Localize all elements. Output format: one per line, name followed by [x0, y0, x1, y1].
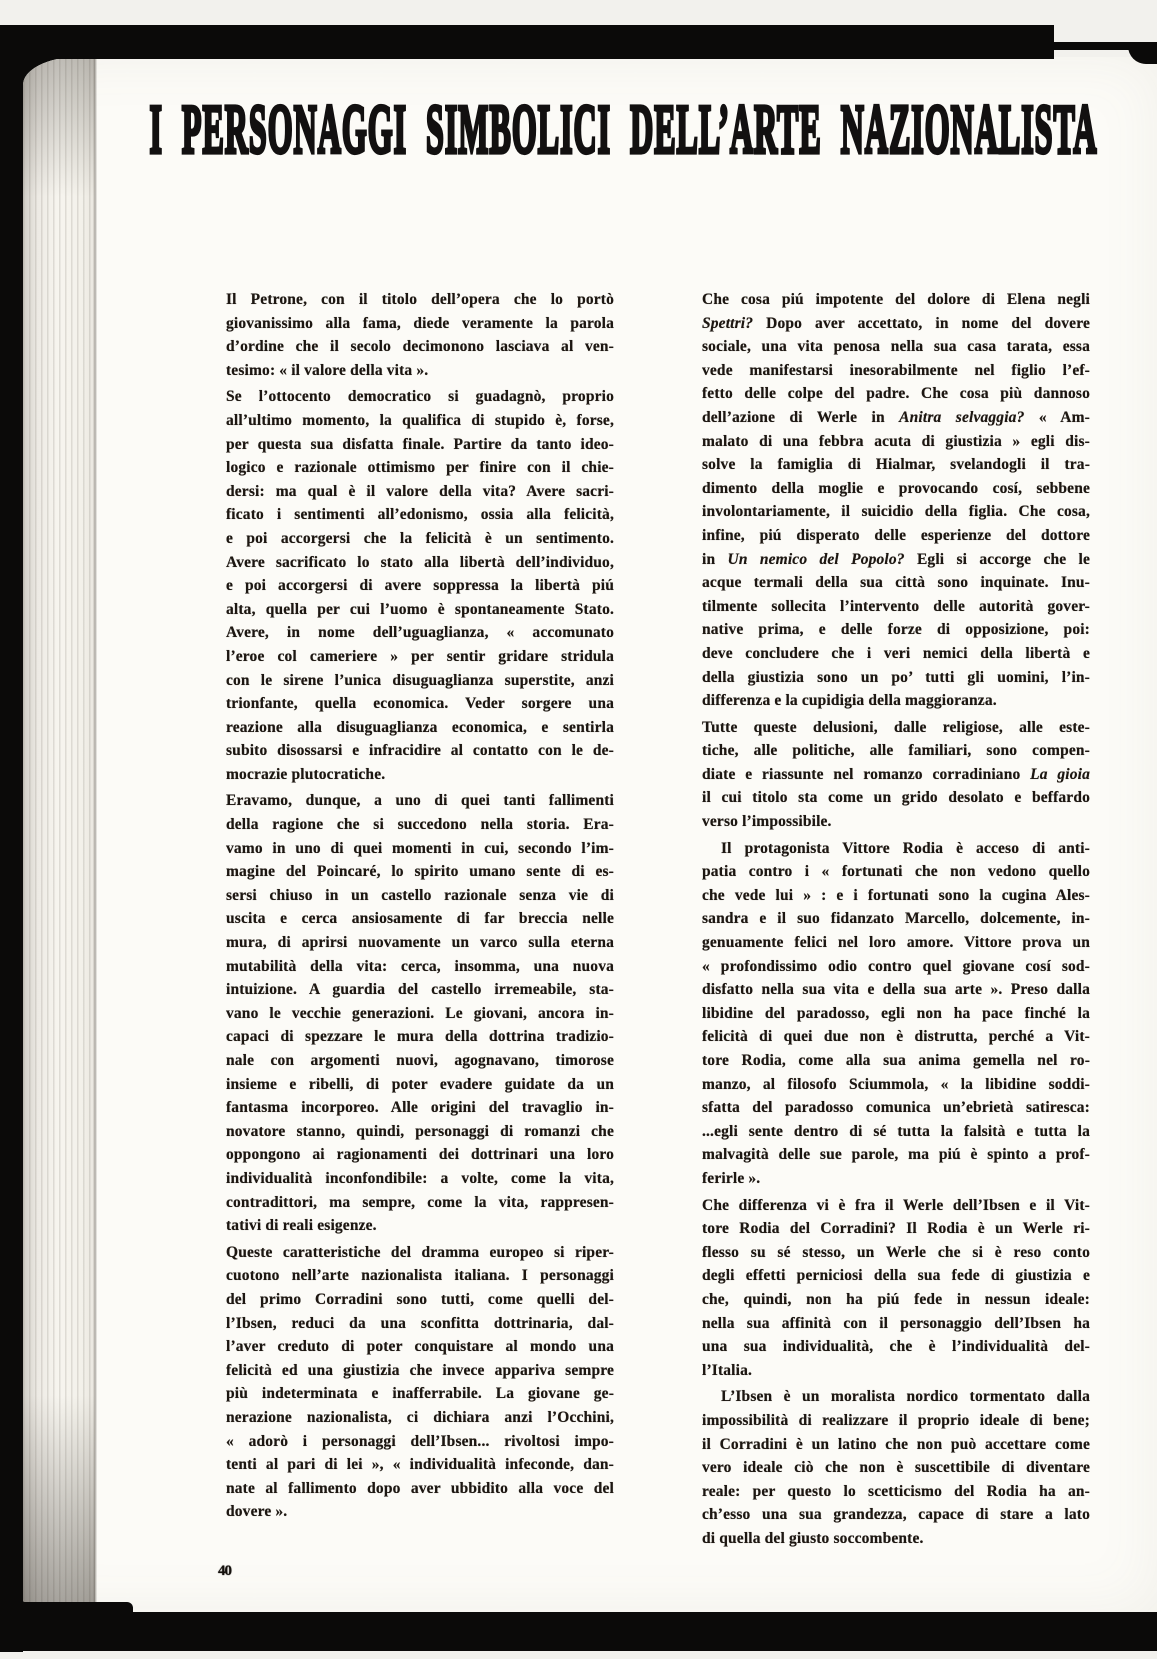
text-line: l’aver creduto di poter conquistare al mondo una	[226, 1338, 614, 1356]
text-line: sfatta del paradosso comunica un’ebrietà satiresca:	[702, 1099, 1090, 1117]
text-line: degli effetti perniciosi della sua fede di giustizia e	[702, 1267, 1090, 1285]
text-line: « profondissimo odio contro quel giovane cosí sod-	[702, 957, 1090, 975]
text-line: intuizione. A guardia del castello irremeabile, sta-	[226, 981, 614, 999]
left-border-bar	[0, 25, 23, 1652]
paragraph	[226, 288, 614, 382]
text-line: della giustizia sono un po’ tutti gli uomini, l’in-	[702, 668, 1090, 686]
text-line: manzo, al filosofo Sciummola, « la libidine soddi-	[702, 1075, 1090, 1093]
text-line: fetto delle colpe del padre. Che cosa più dannoso	[702, 385, 1090, 403]
text-line: ficato i sentimenti all’edonismo, ossia alla felicità,	[226, 506, 614, 524]
text-line: infine, piú disperato delle esperienze del dottore	[702, 526, 1090, 544]
bottom-border-bar	[18, 1612, 1157, 1651]
text-line: giovanissimo alla fama, diede veramente la parola	[226, 314, 614, 332]
text-line: L’Ibsen è un moralista nordico tormentato dalla	[721, 1388, 1090, 1406]
text-line: sociale, una vita penosa nella sua casa tarata, essa	[702, 338, 1090, 356]
text-line: Avere sacrificato lo stato alla libertà dell’individuo,	[226, 553, 614, 571]
text-line: disfatto nella sua vita e della sua arte ». Preso dalla	[702, 981, 1090, 999]
text-line: novatore stanno, quindi, personaggi di romanzi che	[226, 1122, 614, 1140]
text-line: d’ordine che il secolo decimonono lasciava al ven-	[226, 338, 614, 356]
text-line: Che differenza vi è fra il Werle dell’Ibsen e il Vit-	[702, 1196, 1090, 1214]
text-line: oppongono ai ragionamenti dei dottrinari una loro	[226, 1146, 614, 1164]
text-line: nerazione nazionalista, ci dichiara anzi l’Occhini,	[226, 1408, 614, 1426]
text-line: che, quindi, non ha piú fede in nessun ideale:	[702, 1290, 1090, 1308]
text-line: ferirle ».	[702, 1169, 761, 1187]
text-line: Tutte queste delusioni, dalle religiose, alle este-	[702, 718, 1090, 736]
page-edge-streaks	[23, 57, 95, 1613]
text-line: verso l’impossibile.	[702, 813, 832, 831]
text-line: dovere ».	[226, 1503, 288, 1521]
text-line: Eravamo, dunque, a uno di quei tanti fallimenti	[226, 792, 614, 810]
text-line: flesso su sé stesso, un Werle che si è reso conto	[702, 1243, 1090, 1261]
text-line: all’ultimo momento, la qualifica di stupido è, forse,	[226, 411, 614, 429]
text-line: dersi: ma qual è il valore della vita? Avere sacri-	[226, 482, 614, 500]
text-line: tore Rodia del Corradini? Il Rodia è un Werle ri-	[702, 1220, 1090, 1238]
text-line: « adorò i personaggi dell’Ibsen... rivoltosi impo-	[226, 1432, 614, 1450]
paragraph	[702, 288, 1090, 713]
text-line: Spettri? Dopo aver accettato, in nome del dovere	[702, 314, 1090, 332]
text-line: mutabilità della vita: cerca, insomma, una nuova	[226, 957, 614, 975]
text-line: della ragione che si succedono nella storia. Era-	[226, 816, 614, 834]
article-title-row	[100, 88, 1147, 171]
text-line: deve concludere che i veri nemici della libertà e	[702, 644, 1090, 662]
text-line: genuamente felici nel loro amore. Vittore prova un	[702, 934, 1090, 952]
text-line: libidine del paradosso, egli non ha pace finché la	[702, 1004, 1090, 1022]
text-line: cuotono nell’arte nazionalista italiana. I personaggi	[226, 1267, 614, 1285]
text-line: tenti al pari di lei », « individualità infeconde, dan-	[226, 1456, 614, 1474]
text-line: felicità di quei due non è distrutta, perché a Vit-	[702, 1028, 1090, 1046]
text-line: tativi di reali esigenze.	[226, 1217, 377, 1235]
paragraph	[702, 716, 1090, 834]
text-line: di quella del giusto soccombente.	[702, 1529, 924, 1547]
text-line: tore Rodia, come alla sua anima gemella nel ro-	[702, 1052, 1090, 1069]
text-column-left	[226, 288, 614, 1524]
paragraph	[226, 1241, 614, 1524]
text-line: Avere, in nome dell’uguaglianza, « accomunato	[226, 624, 614, 642]
text-line: acque termali della sua città sono inquinate. Inu-	[702, 574, 1090, 592]
text-line: reazione alla disuguaglianza economica, e sentirla	[226, 718, 614, 736]
text-line: capaci di spezzare le mura della dottrina tradizio-	[226, 1028, 614, 1046]
text-line: nate al fallimento dopo aver ubbidito alla voce del	[226, 1479, 614, 1497]
text-line: trionfante, quella economica. Veder sorgere una	[226, 695, 614, 713]
text-line: nale con argomenti nuovi, agognavano, timorose	[226, 1052, 614, 1069]
text-line: Se l’ottocento democratico si guadagnò, proprio	[226, 388, 614, 406]
text-line: che vede lui » : e i fortunati sono la cugina Ales-	[702, 886, 1090, 904]
text-line: malato di una febbra acuta di giustizia » egli dis-	[702, 432, 1090, 450]
text-line: felicità ed una giustizia che invece appariva sempre	[226, 1361, 614, 1379]
text-line: contradittori, ma sempre, come la vita, rappresen-	[226, 1193, 614, 1211]
text-line: involontariamente, il suicidio della figlia. Che cosa,	[702, 503, 1090, 521]
text-line: nella sua affinità con il personaggio dell’Ibsen ha	[702, 1314, 1090, 1332]
text-line: mura, di aprirsi nuovamente un varco sulla eterna	[226, 934, 614, 952]
text-line: più indeterminata e inafferrabile. La giovane ge-	[226, 1385, 614, 1403]
text-line: reale: per questo lo scetticismo del Rodia ha an-	[702, 1482, 1090, 1500]
text-line: malvagità delle sue parole, ma piú è spinto a prof-	[702, 1146, 1090, 1164]
paragraph	[702, 837, 1090, 1191]
text-line: tilmente sollecita l’intervento delle autorità gover-	[702, 597, 1090, 615]
text-line: del primo Corradini sono tutti, come quelli del-	[226, 1290, 614, 1308]
text-line: Che cosa piú impotente del dolore di Elena negli	[702, 291, 1090, 308]
text-line: Queste caratteristiche del dramma europeo si riper-	[226, 1243, 614, 1261]
text-line: vero ideale ciò che non è suscettibile di diventare	[702, 1459, 1090, 1477]
text-line: una sua individualità, che è l’individualità del-	[702, 1338, 1090, 1356]
text-line: ch’esso una sua grandezza, capace di stare a lato	[702, 1506, 1090, 1524]
text-line: vano le vecchie generazioni. Le giovani, ancora in-	[226, 1004, 614, 1022]
page-fold-line	[93, 57, 97, 1613]
paragraph	[702, 1194, 1090, 1383]
text-line: insieme e ribelli, di poter evadere guidate da un	[226, 1075, 614, 1093]
text-line: fantasma incorporeo. Alle origini del travaglio in-	[226, 1099, 614, 1117]
article-title: I PERSONAGGI SIMBOLICI DELL’ARTE NAZIONALISTA	[149, 88, 1098, 168]
text-line: solve la famiglia di Hialmar, svelandogli il tra-	[702, 456, 1090, 474]
text-line: diate e riassunte nel romanzo corradiniano La gioia	[702, 765, 1091, 783]
bottom-border-step	[18, 1602, 133, 1616]
text-column-right	[702, 288, 1090, 1550]
text-line: per questa sua disfatta finale. Partire da tanto ideo-	[226, 435, 614, 453]
text-line: con le sirene l’unica disuguaglianza superstite, anzi	[226, 671, 614, 689]
text-line: tesimo: « il valore della vita ».	[226, 361, 429, 379]
text-line: subito disossarsi e infracidire al contatto con le de-	[226, 742, 614, 760]
text-line: l’Ibsen, reduci da una sconfitta dottrinaria, dal-	[226, 1314, 614, 1332]
text-line: dimento della moglie e provocando cosí, sebbene	[702, 479, 1090, 497]
top-border-bar	[4, 25, 1054, 59]
text-line: il Corradini è un latino che non può accettare come	[702, 1435, 1090, 1453]
text-line: l’eroe col cameriere » per sentir gridare stridula	[226, 647, 614, 665]
text-line: sandra e il suo fidanzato Marcello, dolcemente, in-	[702, 910, 1090, 928]
text-line: dell’azione di Werle in Anitra selvaggia? « Am-	[702, 408, 1090, 426]
text-line: alta, quella per cui l’uomo è spontaneamente Stato.	[226, 600, 614, 618]
text-line: il cui titolo sta come un grido desolato e beffardo	[702, 789, 1090, 807]
text-line: impossibilità di realizzare il proprio ideale di bene;	[702, 1411, 1090, 1429]
text-line: sersi chiuso in un castello razionale senza vie di	[226, 886, 614, 904]
text-line: mocrazie plutocratiche.	[226, 765, 386, 783]
text-line: vamo in uno di quei momenti in cui, secondo l’im-	[226, 839, 614, 857]
text-line: uscita e cerca ansiosamente di far breccia nelle	[226, 910, 614, 928]
text-line: magine del Poincaré, lo spirito umano sente di es-	[226, 863, 614, 881]
paragraph	[702, 1385, 1090, 1550]
text-line: tiche, alle politiche, alle familiari, sono compen-	[702, 742, 1090, 760]
text-line: native prima, e delle forze di opposizione, poi:	[702, 621, 1090, 639]
text-line: e poi accorgersi di avere soppressa la libertà piú	[226, 577, 614, 595]
paragraph	[226, 385, 614, 786]
text-line: individualità inconfondibile: a volte, come la vita,	[226, 1169, 614, 1187]
text-line: logico e razionale ottimismo per finire con il chie-	[226, 459, 614, 477]
text-line: in Un nemico del Popolo? Egli si accorge che le	[702, 550, 1091, 568]
text-line: differenza e la cupidigia della maggioranza.	[702, 692, 997, 710]
text-line: ...egli sente dentro di sé tutta la falsità e tutta la	[702, 1122, 1090, 1140]
text-line: e poi accorgersi che la felicità è un sentimento.	[226, 529, 614, 547]
text-line: Il protagonista Vittore Rodia è acceso di anti-	[721, 839, 1090, 857]
page-number: 40	[218, 1563, 231, 1579]
text-line: vede manifestarsi inesorabilmente nel figlio l’ef-	[702, 361, 1090, 379]
text-line: patia contro i « fortunati che non vedono quello	[702, 863, 1090, 881]
text-line: l’Italia.	[702, 1361, 752, 1379]
text-line: Il Petrone, con il titolo dell’opera che lo portò	[226, 291, 614, 308]
paragraph	[226, 789, 614, 1237]
